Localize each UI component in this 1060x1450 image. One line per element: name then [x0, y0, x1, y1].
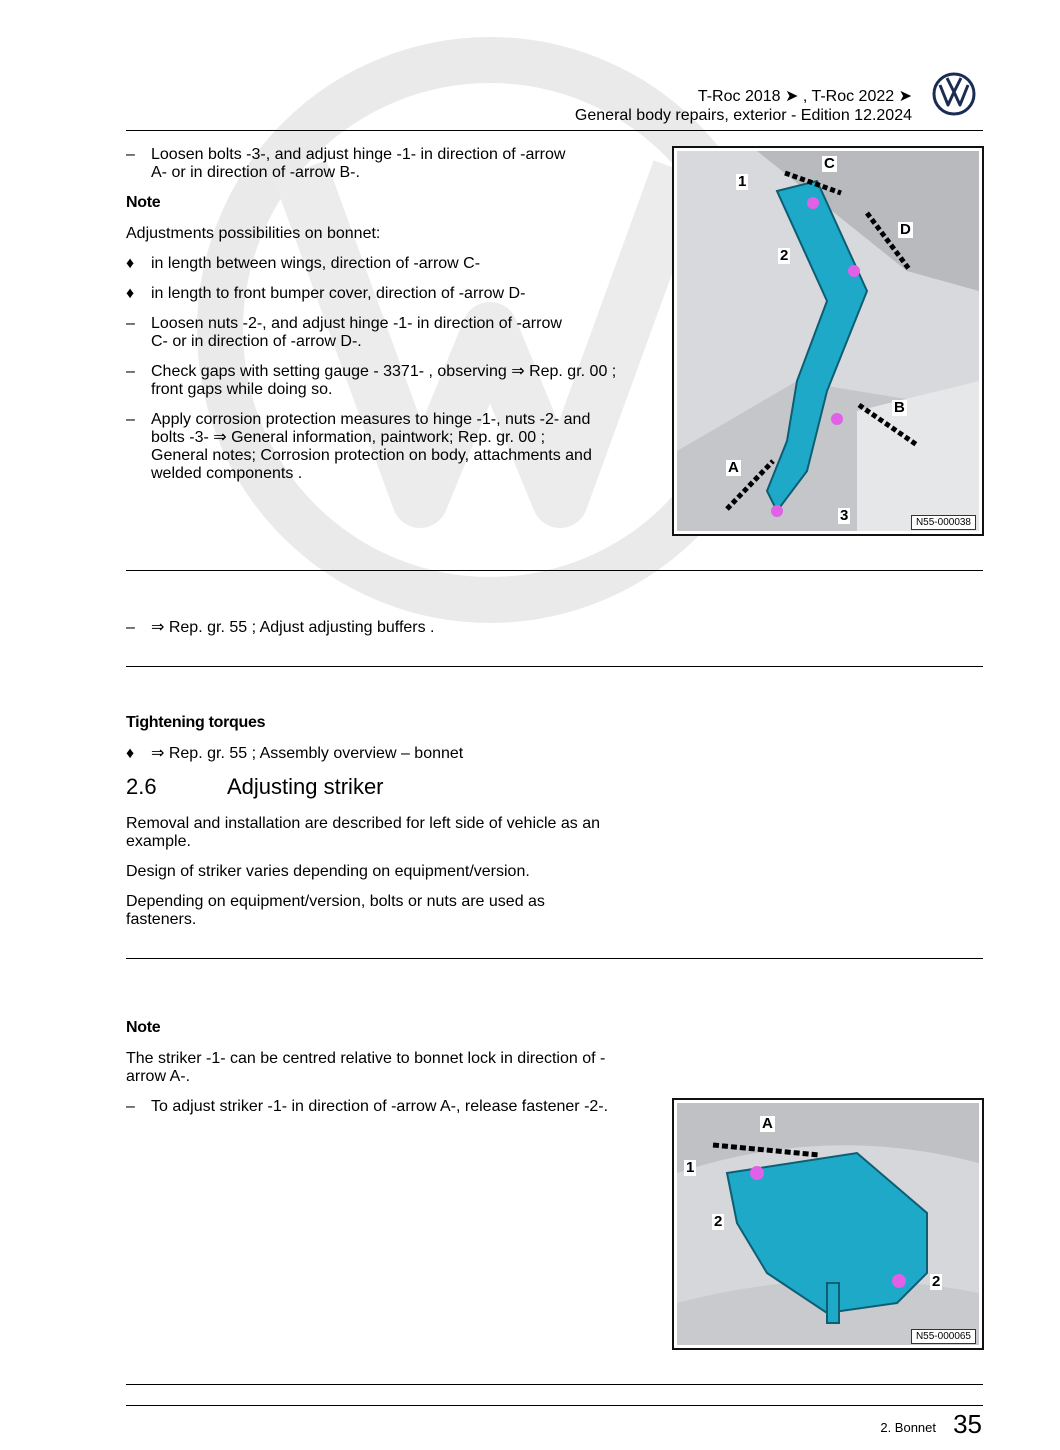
bullet-length-wings: in length between wings, direction of -arrow C- [151, 255, 481, 272]
figure-id: N55-000065 [911, 1329, 976, 1344]
figure-illustration [677, 151, 979, 531]
callout-1: 1 [738, 173, 747, 190]
step-adjust-buffers[interactable]: ⇒ Rep. gr. 55 ; Adjust adjusting buffers . [151, 619, 435, 636]
note-heading: Note [126, 194, 161, 211]
callout-D: D [900, 221, 911, 238]
callout-A: A [728, 459, 739, 476]
diamond-bullet-icon: ♦ [126, 745, 135, 762]
section-rule [126, 570, 983, 571]
torques-link[interactable]: ⇒ Rep. gr. 55 ; Assembly overview – bonnet [151, 745, 464, 762]
note-intro: Adjustments possibilities on bonnet: [126, 225, 381, 242]
callout-A: A [762, 1115, 773, 1132]
step-corrosion: Apply corrosion protection measures to hinge -1-, nuts -2- and bolts -3- ⇒ General information, paintwork; Rep. gr. 00 ; General notes; Corrosion protection on body, attachments and welded components . [151, 411, 592, 482]
diamond-bullet-icon: ♦ [126, 285, 135, 302]
callout-2: 2 [780, 247, 789, 264]
callout-2: 2 [714, 1213, 723, 1230]
section-rule [126, 1384, 983, 1385]
step-loosen-bolts: Loosen bolts -3-, and adjust hinge -1- in direction of -arrow A- or in direction of -arrow B-. [151, 146, 566, 181]
note-text: The striker -1- can be centred relative to bonnet lock in direction of -arrow A-. [126, 1050, 606, 1085]
section-rule [126, 958, 983, 959]
section-paragraph: Removal and installation are described for left side of vehicle as an example. [126, 815, 601, 850]
dash-marker: – [126, 315, 135, 332]
section-title: Adjusting striker [227, 774, 384, 799]
diamond-bullet-icon: ♦ [126, 255, 135, 272]
step-loosen-nuts: Loosen nuts -2-, and adjust hinge -1- in direction of -arrow C- or in direction of -arrow D-. [151, 315, 562, 350]
step-adjust-striker: To adjust striker -1- in direction of -arrow A-, release fastener -2-. [151, 1098, 609, 1115]
dash-marker: – [126, 1098, 135, 1115]
tightening-torques-heading: Tightening torques [126, 714, 266, 731]
footer-rule [126, 1405, 983, 1406]
bullet-length-bumper: in length to front bumper cover, direction of -arrow D- [151, 285, 526, 302]
callout-C: C [824, 155, 835, 172]
footer-chapter: 2. Bonnet [880, 1420, 936, 1435]
doc-title: T-Roc 2018 ➤ , T-Roc 2022 ➤ [697, 88, 912, 105]
step-check-gaps: Check gaps with setting gauge - 3371- , observing ⇒ Rep. gr. 00 ; front gaps while doing so. [151, 363, 617, 398]
section-number: 2.6 [126, 774, 157, 799]
callout-3: 3 [840, 507, 849, 524]
section-paragraph: Design of striker varies depending on equipment/version. [126, 863, 530, 880]
dash-marker: – [126, 363, 135, 380]
page-number: 35 [953, 1409, 982, 1439]
dash-marker: – [126, 619, 135, 636]
note-heading: Note [126, 1019, 161, 1036]
vw-logo-icon [932, 72, 976, 116]
dash-marker: – [126, 146, 135, 163]
figure-hinge-adjustment [672, 146, 984, 536]
doc-subtitle: General body repairs, exterior - Edition 12.2024 [574, 107, 912, 124]
header-rule [126, 130, 983, 131]
section-paragraph: Depending on equipment/version, bolts or nuts are used as fasteners. [126, 893, 545, 928]
figure-id: N55-000038 [911, 515, 976, 530]
callout-1: 1 [686, 1159, 695, 1176]
callout-B: B [894, 399, 905, 416]
figure-striker-adjustment [672, 1098, 984, 1350]
callout-2: 2 [932, 1273, 941, 1290]
dash-marker: – [126, 411, 135, 428]
hinge-drawing [677, 151, 979, 531]
section-rule [126, 666, 983, 667]
